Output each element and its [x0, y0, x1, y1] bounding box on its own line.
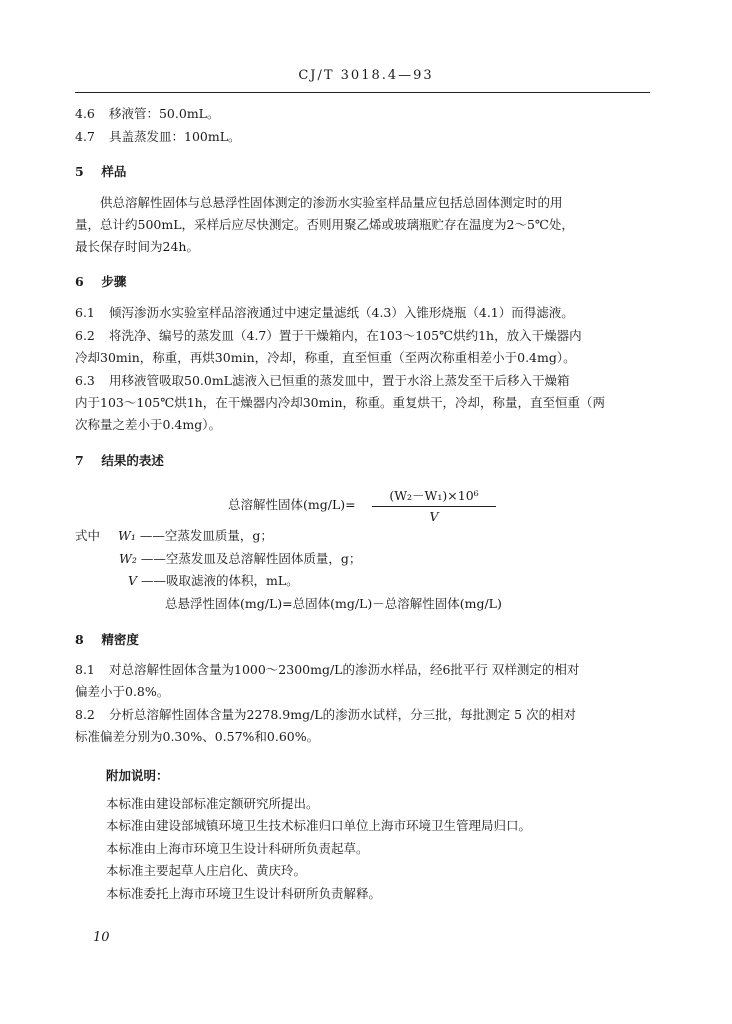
item-text: 移液管：50.0mL。	[108, 106, 220, 121]
appendix-line: 本标准主要起草人庄启化、黄庆玲。	[106, 863, 307, 878]
header-rule	[75, 92, 650, 93]
page-header-code: CJ/T 3018.4—93	[298, 68, 434, 83]
section-title: 精密度	[101, 632, 139, 647]
sec5-para-line: 量，总计约500mL，采样后应尽快测定。否则用聚乙烯或玻璃瓶贮存在温度为2～5℃处，	[75, 217, 574, 232]
symbol-v-desc: ——吸取滤液的体积，mL。	[141, 573, 299, 588]
sec5-para-line: 最长保存时间为24h。	[75, 239, 199, 254]
appendix-title: 附加说明：	[106, 768, 169, 783]
step-6-3	[75, 371, 569, 389]
section-5-heading	[75, 162, 126, 180]
where-line-w1	[75, 526, 273, 544]
section-6-heading	[75, 272, 126, 290]
step-6-3-cont: 次称量之差小于0.4mg）。	[75, 417, 221, 432]
para-8-2	[75, 705, 576, 723]
para-text: 分析总溶解性固体含量为2278.9mg/L的渗沥水试样，分三批，每批测定 5 次的相对	[108, 707, 576, 722]
section-number: 6	[75, 274, 84, 289]
section-number: 7	[75, 453, 84, 468]
step-text: 将洗净、编号的蒸发皿（4.7）置于干燥箱内，在103～105℃烘约1h，放入干燥器内	[108, 328, 582, 343]
appendix-line: 本标准由建设部城镇环境卫生技术标准归口单位上海市环境卫生管理局归口。	[106, 818, 532, 833]
item-4-6	[75, 104, 219, 122]
section-title: 步骤	[101, 274, 127, 289]
sec5-para-line: 供总溶解性固体与总悬浮性固体测定的渗沥水实验室样品量应包括总固体测定时的用	[100, 195, 563, 210]
step-6-2-cont: 冷却30min，称重，再烘30min，冷却，称重，直至恒重（至两次称重相差小于0.4mg）。	[75, 350, 576, 365]
appendix-line: 本标准由上海市环境卫生设计科研所负责起草。	[106, 841, 369, 856]
formula-2: 总悬浮性固体(mg/L)=总固体(mg/L)－总溶解性固体(mg/L)	[165, 596, 502, 611]
step-6-1	[75, 303, 574, 321]
step-6-2	[75, 326, 582, 344]
section-number: 8	[75, 632, 84, 647]
para-number: 8.2	[75, 707, 95, 722]
item-number: 4.6	[75, 106, 95, 121]
appendix-line: 本标准由建设部标准定额研究所提出。	[106, 796, 319, 811]
symbol-v: V	[128, 573, 138, 588]
page-number: 10	[93, 930, 110, 945]
step-6-3-cont: 内于103～105℃烘1h，在干燥器内冷却30min，称重。重复烘干，冷却，称量，直至恒重（两	[75, 395, 606, 410]
symbol-w2-desc: ——空蒸发皿及总溶解性固体质量，g；	[140, 551, 362, 566]
item-4-7	[75, 127, 241, 145]
where-line-w2	[119, 549, 361, 567]
where-line-v	[128, 571, 299, 589]
section-8-heading	[75, 630, 139, 648]
step-number: 6.3	[75, 373, 95, 388]
section-number: 5	[75, 164, 84, 179]
symbol-w2: W₂	[119, 551, 137, 566]
appendix-line: 本标准委托上海市环境卫生设计科研所负责解释。	[106, 886, 382, 901]
formula-lhs: 总溶解性固体(mg/L)=	[228, 497, 356, 512]
step-number: 6.1	[75, 305, 95, 320]
formula-numerator: (W₂－W₁)×10⁶	[372, 486, 496, 507]
where-label: 式中	[75, 528, 101, 543]
section-7-heading	[75, 451, 164, 469]
para-number: 8.1	[75, 662, 95, 677]
symbol-w1-desc: ——空蒸发皿质量，g；	[139, 528, 273, 543]
para-8-1-cont: 偏差小于0.8%。	[75, 684, 170, 699]
formula-fraction	[372, 486, 496, 524]
symbol-w1: W₁	[117, 528, 136, 543]
item-number: 4.7	[75, 129, 95, 144]
formula-denominator: V	[429, 509, 439, 524]
section-title: 样品	[101, 164, 127, 179]
step-text: 用移液管吸取50.0mL滤液入已恒重的蒸发皿中，置于水浴上蒸发至干后移入干燥箱	[108, 373, 570, 388]
step-text: 倾泻渗沥水实验室样品溶液通过中速定量滤纸（4.3）入锥形烧瓶（4.1）而得滤液。	[108, 305, 574, 320]
item-text: 具盖蒸发皿：100mL。	[108, 129, 241, 144]
para-8-2-cont: 标准偏差分别为0.30%、0.57%和0.60%。	[75, 729, 320, 744]
step-number: 6.2	[75, 328, 95, 343]
para-8-1	[75, 660, 579, 678]
section-title: 结果的表述	[101, 453, 164, 468]
para-text: 对总溶解性固体含量为1000～2300mg/L的渗沥水样品，经6批平行 双样测定的相对	[108, 662, 580, 677]
